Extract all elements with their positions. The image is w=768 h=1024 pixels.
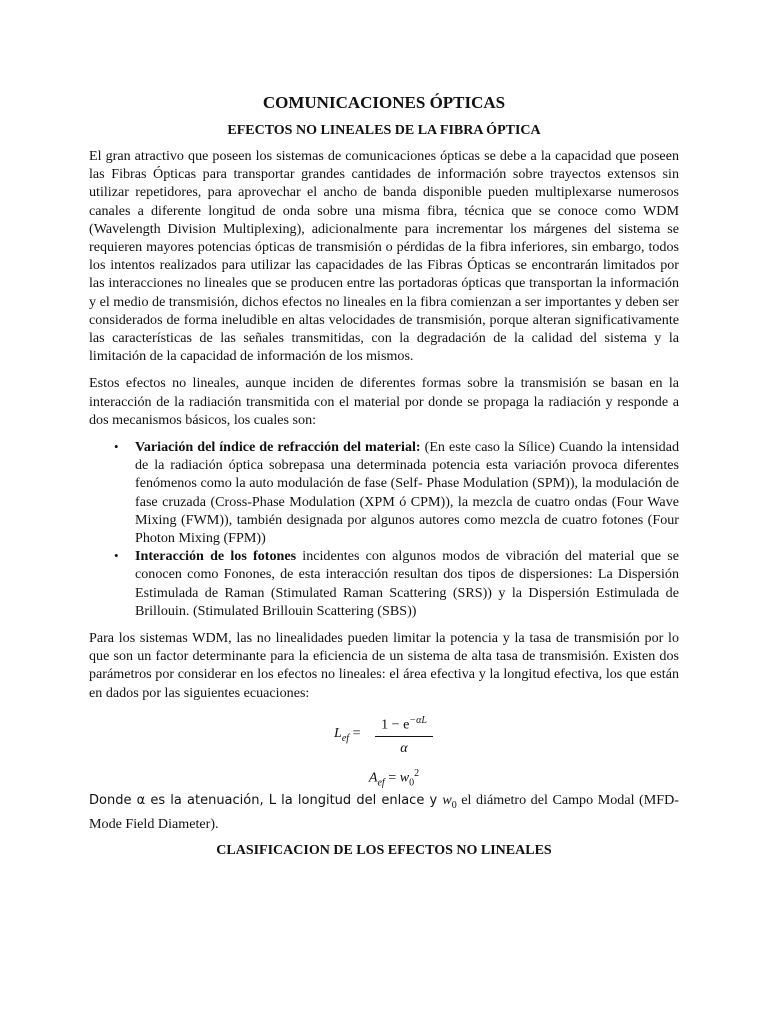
- definitions-paragraph: Donde α es la atenuación, L la longitud del enlace y $w_0$ el diámetro del Campo Modal (MFD- Mode Field Diameter).: [89, 791, 679, 832]
- bullet-icon: •: [114, 548, 119, 564]
- document-title: COMUNICACIONES ÓPTICAS: [262, 93, 506, 112]
- wdm-paragraph: Para los sistemas WDM, las no linealidades pueden limitar la potencia y la tasa de transmisión por lo que son un factor determinante para la eficiencia de un sistema de alta tasa de transmisión. Existen dos parámetros por considerar en los efectos no lineales: el área efectiva y la longitud efectiva, los que están en dados por las siguientes ecuaciones:: [89, 630, 679, 701]
- mechanisms-list: [89, 438, 679, 620]
- list-item-bold-label: Variación del índice de refracción del material:: [135, 439, 421, 456]
- document-body: [89, 92, 679, 867]
- equation-lhs: $L_{ef}$ =: [334, 724, 361, 744]
- list-item: [114, 547, 680, 620]
- fraction-bar: [375, 736, 433, 737]
- document-subtitle: EFECTOS NO LINEALES DE LA FIBRA ÓPTICA: [227, 123, 541, 138]
- effective-area-equation: $A_{ef} = w_0^2$: [368, 767, 420, 789]
- intro-paragraph: El gran atractivo que poseen los sistemas de comunicaciones ópticas se debe a la capacidad que poseen las Fibras Ópticas para transportar grandes cantidades de información sobre trayectos extensos sin utilizar repetidores, para aprovechar el ancho de banda disponible pueden multiplexarse numerosos canales a diferente longitud de onda sobre una misma fibra, técnica que se conoce como WDM (Wavelength Division Multiplexing), adicionalmente para incrementar los márgenes del sistema se requieren mayores potencias ópticas de transmisión o pérdidas de la fibra inferiores, sin embargo, todos los intentos realizados para utilizar las capacidades de las Fibras Ópticas se encontrarán limitados por las interacciones no lineales que se producen entre las portadoras ópticas que transportan la información y el medio de transmisión, dichos efectos no lineales en la fibra comienzan a ser importantes y deben ser considerados de forma ineludible en altas velocidades de transmisión, porque alteran significativamente las características de las señales transmitidas, con la degradación de la calidad del sistema y la limitación de la capacidad de información de los mismos.: [89, 148, 679, 365]
- effective-length-equation: [89, 711, 679, 757]
- list-item-bold-label: Interacción de los fotones: [135, 548, 297, 565]
- list-item-text: (En este caso la Sílice) Cuando la intensidad de la radiación óptica sobrepasa una determinada potencia esta variación provoca diferentes fenómenos como la auto modulación de fase (Self- Phase Modulation (SPM)), la modulación de fase cruzada (Cross-Phase Modulation (XPM ó CPM)), la mezcla de cuatro ondas (Four Wave Mixing (FWM)), también designada por algunos autores como mezcla de cuatro fotones (Four Photon Mixing (FPM)): [135, 439, 679, 547]
- bullet-icon: •: [114, 439, 119, 455]
- equation-numerator: $1 - e^{-\alpha L}$: [381, 714, 427, 733]
- equation-denominator: α: [400, 739, 408, 756]
- equation-fraction: [375, 711, 433, 757]
- section-heading: CLASIFICACION DE LOS EFECTOS NO LINEALES: [216, 843, 552, 859]
- list-item-text: incidentes con algunos modos de vibración del material que se conocen como Fonones, de esta interacción resultan dos tipos de dispersiones: La Dispersión Estimulada de Raman (Stimulated Raman Scattering (SRS)) y la Dispersión Estimulada de Brillouin. (Stimulated Brillouin Scattering (SBS)): [135, 548, 680, 619]
- list-item: [114, 438, 679, 547]
- mechanisms-paragraph: Estos efectos no lineales, aunque inciden de diferentes formas sobre la transmisión se basan en la interacción de la radiación transmitida con el material por donde se propaga la radiación y responde a dos mecanismos básicos, los cuales son:: [89, 375, 679, 428]
